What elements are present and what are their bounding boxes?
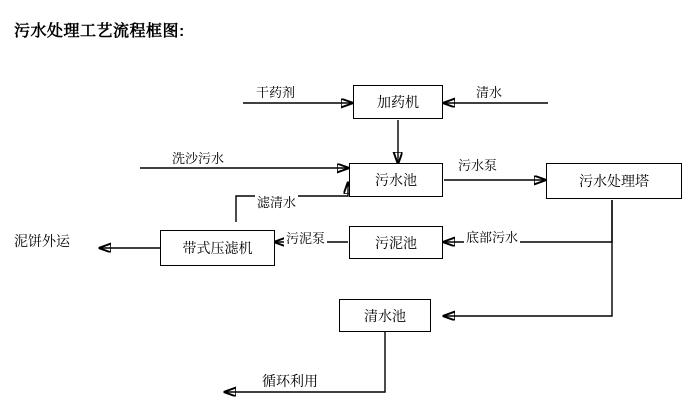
edge-label-mud-cake-out: 泥饼外运 (14, 233, 70, 249)
node-clear-water-pool[interactable] (339, 299, 431, 332)
node-label: 带式压滤机 (182, 240, 253, 256)
edge-label-dry-agent: 干药剂 (254, 82, 297, 101)
node-label: 污泥池 (375, 234, 417, 251)
edge-label-filtrate-clear-water: 滤清水 (255, 192, 298, 211)
edge-label-clean-water-in: 清水 (474, 82, 504, 101)
edge-label-bottom-sewage: 底部污水 (464, 227, 520, 246)
node-belt-filter-press[interactable] (160, 230, 275, 266)
node-treatment-tower[interactable] (546, 163, 682, 199)
node-dosing-machine[interactable] (353, 85, 443, 119)
edge-label-recycle-use: 循环利用 (262, 373, 318, 389)
edge-label-sludge-pump: 污泥泵 (284, 228, 327, 247)
edge-label-sand-washing-sewage: 洗沙污水 (170, 148, 226, 167)
page-title: 污水处理工艺流程框图: (14, 23, 185, 40)
node-label: 加药机 (377, 94, 419, 110)
node-sewage-pool[interactable] (349, 163, 443, 197)
node-label: 污水处理塔 (579, 173, 649, 189)
node-label: 清水池 (364, 307, 406, 324)
edge-label-sewage-pump: 污水泵 (456, 155, 499, 174)
node-sludge-pool[interactable] (349, 226, 443, 259)
node-label: 污水池 (375, 172, 417, 188)
